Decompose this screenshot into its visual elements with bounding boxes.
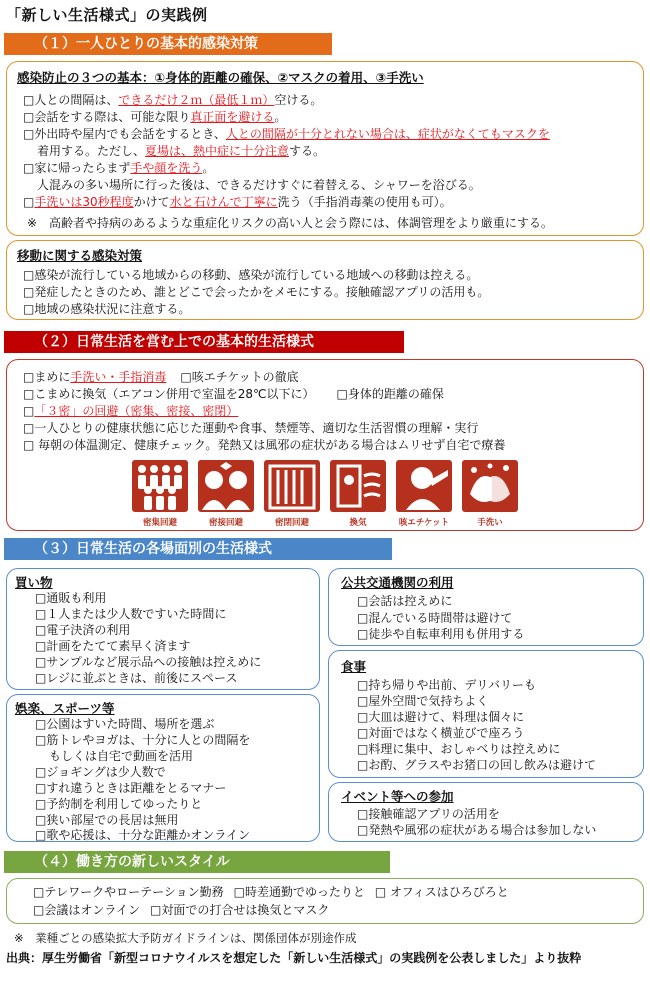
leisure-item: □予約制を利用してゆったりと [35,797,203,811]
travel-line-2: □発症したときのため、誰とどこで会ったかをメモにする。接触確認アプリの活用も。 [23,285,490,299]
section-2-banner: （２）日常生活を営む上での基本的生活様式 [4,331,404,353]
close-contact-avoid-label: 密接回避 [208,518,243,528]
closed-space-avoid-icon [264,460,320,512]
daily-life-box [6,359,644,531]
events-heading: イベント等への参加 [341,789,454,804]
leisure-item: □歌や応援は、十分な距離かオンライン [35,828,250,842]
shopping-item: □通販も利用 [35,591,107,605]
dining-item: □対面ではなく横並びで座ろう [357,726,525,740]
cough-etiquette-label: 咳エチケット [398,518,450,528]
shopping-box [6,568,320,690]
basic-note: ※ 高齢者や持病のあるような重症化リスクの高い人と会う際には、体調管理をより厳重にする。 [27,216,553,230]
shopping-item: □電子決済の利用 [35,623,131,637]
events-item: □接触確認アプリの活用を [357,807,500,821]
transit-heading: 公共交通機関の利用 [341,575,454,590]
basic-line-1: □人との間隔は、できるだけ２ｍ（最低１ｍ）空ける。 [23,93,323,107]
events-item: □発熱や風邪の症状がある場合は参加しない [357,823,597,837]
basic-line-4: 着用する。ただし、夏場は、熱中症に十分注意する。 [37,144,326,158]
section-1-banner: （１）一人ひとりの基本的感染対策 [4,33,332,55]
dining-box [328,650,644,778]
closed-space-avoid-label: 密閉回避 [274,518,309,528]
section-4-banner: （４）働き方の新しいスタイル [4,851,390,873]
leisure-box [6,694,320,842]
close-contact-avoid-icon [198,460,254,512]
section-3-banner: （３）日常生活の各場面別の生活様式 [4,538,392,560]
shopping-item: □サンプルなど展示品への接触は控えめに [35,655,262,669]
leisure-item: □狭い部屋での長居は無用 [35,813,179,827]
source-citation: 出典：厚生労働省「新型コロナウイルスを想定した「新しい生活様式」の実践例を公表しました」より抜粋 [6,951,582,965]
daily-line-1: □まめに手洗い・手指消毒 □咳エチケットの徹底 [23,370,299,384]
shopping-heading: 買い物 [15,575,53,590]
basic-line-3: □外出時や屋内でも会話をするとき、人との間隔が十分とれない場合は、症状がなくてもマスクを [23,127,550,141]
ventilation-label: 換気 [349,518,367,528]
dining-item: □お酌、グラスやお猪口の回し飲みは避けて [357,758,596,772]
leisure-item: □すれ違うときは距離をとるマナー [35,781,227,795]
work-style-box [6,878,644,924]
leisure-item: もしくは自宅で動画を活用 [49,749,194,763]
shopping-item: □レジに並ぶときは、前後にスペース [35,671,238,685]
daily-line-3: □「３密」の回避（密集、密接、密閉） [23,404,239,418]
travel-heading: 移動に関する感染対策 [17,248,143,263]
hand-washing-icon [462,460,518,512]
work-line-2: □会議はオンライン □対面での打合せは換気とマスク [33,903,330,917]
cough-etiquette-icon [396,460,452,512]
basic-line-6: 人混みの多い場所に行った後は、できるだけすぐに着替える、シャワーを浴びる。 [37,178,481,192]
transit-box [328,568,644,646]
dining-item: □大皿は避けて、料理は個々に [357,710,525,724]
leisure-item: □公園はすいた時間、場所を選ぶ [35,717,215,731]
dining-item: □持ち帰りや出前、デリバリーも [357,678,536,692]
basic-line-2: □会話をする際は、可能な限り真正面を避ける。 [23,110,287,124]
crowd-avoid-icon [132,460,188,512]
dining-heading: 食事 [341,659,367,674]
shopping-item: □計画をたてて素早く済ます [35,639,191,653]
basic-measures-heading: 感染防止の３つの基本：①身体的距離の確保、②マスクの着用、③手洗い [17,70,424,85]
work-line-1: □テレワークやローテーション勤務 □時差通勤でゆったりと □ オフィスはひろびろと [33,885,509,899]
ventilation-icon [330,460,386,512]
leisure-heading: 娯楽、スポーツ等 [15,701,115,716]
travel-measures-box [6,240,644,320]
travel-line-1: □感染が流行している地域からの移動、感染が流行している地域への移動は控える。 [23,268,479,282]
basic-line-5: □家に帰ったらまず手や顔を洗う。 [23,161,215,175]
daily-line-4: □一人ひとりの健康状態に応じた運動や食事、禁煙等、適切な生活習慣の理解・実行 [23,421,479,435]
daily-line-2: □こまめに換気（エアコン併用で室温を28℃以下に） □身体的距離の確保 [23,387,444,401]
page-title: 「新しい生活様式」の実践例 [6,6,208,24]
leisure-item: □ジョギングは少人数で [35,765,166,779]
daily-line-5: □ 毎朝の体温測定、健康チェック。発熱又は風邪の症状がある場合はムリせず自宅で療養 [23,438,506,452]
hand-washing-label: 手洗い [477,518,503,528]
dining-item: □屋外空間で気持ちよく [357,694,489,708]
dining-item: □料理に集中、おしゃべりは控えめに [357,742,561,756]
shopping-item: □１人または少人数ですいた時間に [35,607,227,621]
events-box [328,782,644,842]
travel-line-3: □地域の感染状況に注意する。 [23,302,191,316]
transit-item: □徒歩や自転車利用も併用する [357,627,525,641]
transit-item: □会話は控えめに [357,594,453,608]
basic-measures-box [6,61,644,236]
basic-line-7: □手洗いは30秒程度かけて水と石けんで丁寧に洗う（手指消毒薬の使用も可）。 [23,195,452,209]
guideline-footnote: ※ 業種ごとの感染拡大予防ガイドラインは、関係団体が別途作成 [14,931,357,945]
leisure-item: □筋トレやヨガは、十分に人との間隔を [35,733,251,747]
transit-item: □混んでいる時間帯は避けて [357,611,513,625]
crowd-avoid-label: 密集回避 [142,518,177,528]
